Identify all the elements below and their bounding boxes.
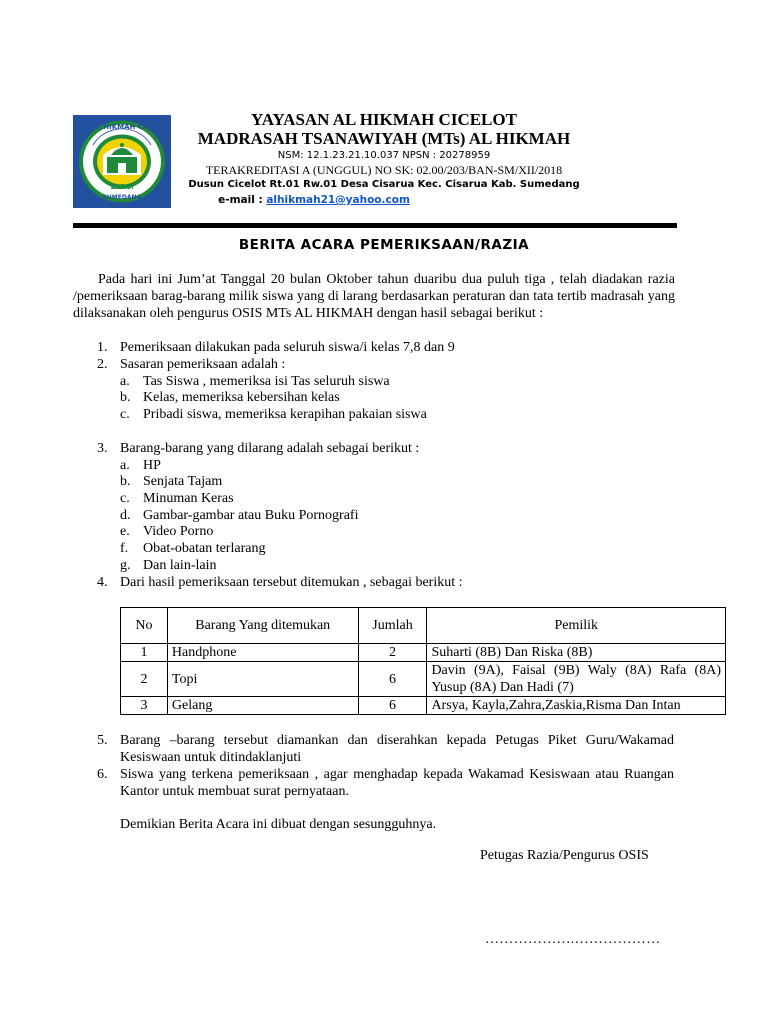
table-row — [121, 697, 726, 715]
cell-owner: Arsya, Kayla,Zahra,Zaskia,Risma Dan Intan — [427, 697, 726, 715]
sub-item-text: Dan lain-lain — [143, 558, 217, 573]
header-divider — [73, 223, 677, 228]
cell-owner: Suharti (8B) Dan Riska (8B) — [427, 644, 726, 662]
column-header-item: Barang Yang ditemukan — [167, 608, 358, 644]
logo-arabic-text: الحكمة — [110, 183, 134, 191]
sub-item-text: Minuman Keras — [143, 491, 234, 506]
foundation-name: YAYASAN AL HIKMAH CICELOT — [251, 110, 517, 129]
list-item-text: Dari hasil pemeriksaan tersebut ditemukan , sebagai berikut : — [120, 575, 463, 590]
cell-qty: 2 — [358, 644, 427, 662]
list-item-6-text: Siswa yang terkena pemeriksaan , agar menghadap kepada Wakamad Kesiswaan atau Ruangan Kantor untuk membuat surat pernyataan. — [120, 767, 674, 799]
sub-item-text: Gambar-gambar atau Buku Pornografi — [143, 508, 359, 523]
cell-item: Handphone — [167, 644, 358, 662]
list-item-number: 4. — [97, 575, 108, 590]
column-header-owner: Pemilik — [427, 608, 726, 644]
list-item-number: 2. — [97, 357, 108, 372]
sub-item-letter: c. — [120, 491, 130, 506]
list-item-number: 3. — [97, 441, 108, 456]
sub-item-text: Tas Siswa , memeriksa isi Tas seluruh siswa — [143, 374, 390, 389]
table-row — [121, 644, 726, 662]
list-item-text: Sasaran pemeriksaan adalah : — [120, 357, 286, 372]
column-header-no: No — [121, 608, 168, 644]
table-row — [121, 662, 726, 697]
list-item-number: 1. — [97, 340, 108, 355]
cell-item: Topi — [167, 662, 358, 697]
sub-item-letter: e. — [120, 524, 130, 539]
sub-item-text: HP — [143, 458, 161, 473]
intro-paragraph: Pada hari ini Jum’at Tanggal 20 bulan Oktober tahun duaribu dua puluh tiga , telah diadakan razia /pemeriksaan barag-barang milik siswa yang di larang berdasarkan peraturan dan tata tertib madrasah yang dilaksanakan oleh pengurus OSIS MTs AL HIKMAH dengan hasil sebagai berikut : — [73, 272, 675, 321]
list-item-text: Pemeriksaan dilakukan pada seluruh siswa/i kelas 7,8 dan 9 — [120, 340, 455, 355]
cell-qty: 6 — [358, 697, 427, 715]
accreditation: TERAKREDITASI A (UNGGUL) NO SK: 02.00/203/BAN-SM/XII/2018 — [205, 163, 563, 177]
sub-item-text: Kelas, memeriksa kebersihan kelas — [143, 390, 340, 405]
sub-item-letter: a. — [120, 374, 130, 389]
document-title: BERITA ACARA PEMERIKSAAN/RAZIA — [238, 237, 530, 253]
sub-item-letter: g. — [120, 558, 131, 573]
cell-owner: Davin (9A), Faisal (9B) Waly (8A) Rafa (8A) Yusup (8A) Dan Hadi (7) — [427, 662, 726, 697]
list-item-text: Barang-barang yang dilarang adalah sebagai berikut : — [120, 441, 420, 456]
sub-item-text: Obat-obatan terlarang — [143, 541, 266, 556]
cell-item: Gelang — [167, 697, 358, 715]
email-link[interactable]: alhikmah21@yahoo.com — [266, 194, 410, 206]
sub-item-letter: c. — [120, 407, 130, 422]
list-item-5-text: Barang –barang tersebut diamankan dan diserahkan kepada Petugas Piket Guru/Wakamad Kesiswaan untuk ditindaklanjuti — [120, 733, 674, 765]
signature-line: ……………….……………… — [485, 932, 661, 947]
column-header-qty: Jumlah — [358, 608, 427, 644]
sub-item-text: Pribadi siswa, memeriksa kerapihan pakaian siswa — [143, 407, 427, 422]
sub-item-letter: b. — [120, 390, 131, 405]
findings-table — [120, 607, 726, 715]
sub-item-letter: a. — [120, 458, 130, 473]
list-item-number: 5. — [97, 733, 108, 748]
sub-item-letter: d. — [120, 508, 131, 523]
sub-item-letter: f. — [120, 541, 129, 556]
table-header-row — [121, 608, 726, 644]
email-line — [0, 194, 698, 206]
closing-statement: Demikian Berita Acara ini dibuat dengan sesungguhnya. — [120, 817, 437, 832]
school-address: Dusun Cicelot Rt.01 Rw.01 Desa Cisarua Kec. Cisarua Kab. Sumedang — [188, 179, 580, 190]
logo-bottom-text: SUMEDANG — [102, 194, 142, 201]
cell-no: 2 — [121, 662, 168, 697]
cell-qty: 6 — [358, 662, 427, 697]
sub-item-text: Senjata Tajam — [143, 474, 223, 489]
logo-ring-text: MTs AL HIKMAH CICELOT — [73, 123, 171, 131]
list-item-number: 6. — [97, 767, 108, 782]
school-name: MADRASAH TSANAWIYAH (MTs) AL HIKMAH — [197, 129, 571, 148]
sub-item-letter: b. — [120, 474, 131, 489]
signature-role: Petugas Razia/Pengurus OSIS — [480, 848, 649, 863]
cell-no: 3 — [121, 697, 168, 715]
email-label: e-mail : — [218, 194, 267, 206]
school-ids: NSM: 12.1.23.21.10.037 NPSN : 20278959 — [277, 150, 491, 161]
cell-no: 1 — [121, 644, 168, 662]
sub-item-text: Video Porno — [143, 524, 214, 539]
